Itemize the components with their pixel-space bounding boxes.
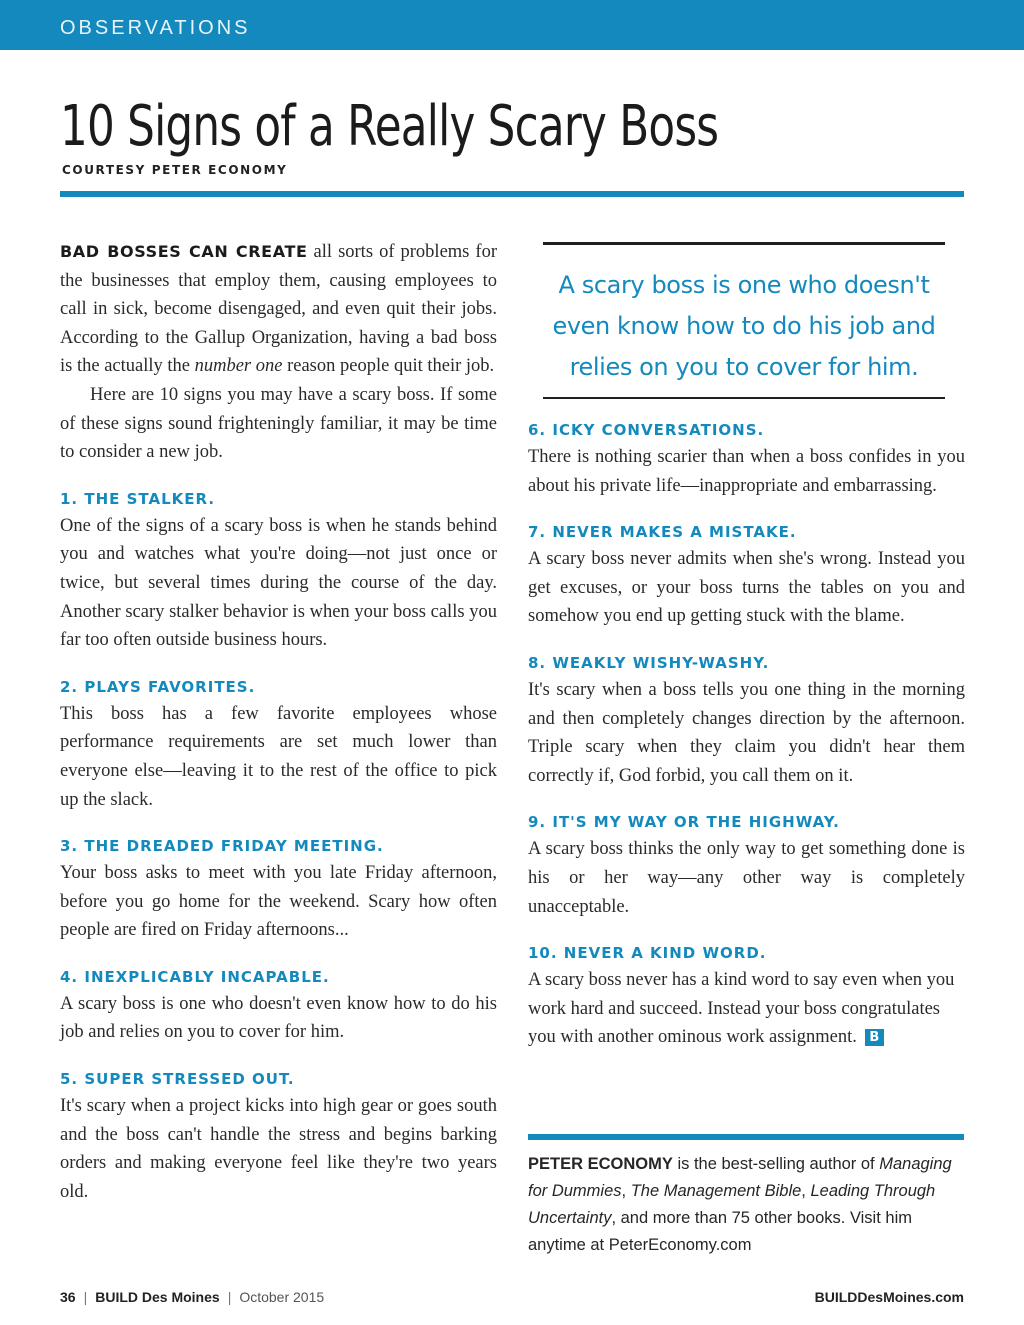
page-footer bbox=[60, 1289, 324, 1305]
sign-2-heading: 2. PLAYS FAVORITES. bbox=[60, 677, 256, 696]
issue-date: October 2015 bbox=[239, 1289, 325, 1305]
intro-lead: BAD BOSSES CAN CREATE bbox=[60, 242, 308, 261]
author-name: PETER ECONOMY bbox=[528, 1155, 673, 1173]
footer-separator: | bbox=[227, 1289, 232, 1305]
sign-2-body: This boss has a few favorite employees whose performance requirements are set much lower than everyone else—leaving it to the rest of the office to pick up the slack. bbox=[60, 703, 497, 810]
sign-8-body: It's scary when a boss tells you one thing in the morning and then completely changes direction by the afternoon. Triple scary when they claim you didn't hear them correctly if, God forbid, you call them on it. bbox=[528, 679, 965, 786]
section-label: OBSERVATIONS bbox=[60, 17, 251, 39]
article-title: 10 Signs of a Really Scary Boss bbox=[60, 94, 719, 159]
page-number: 36 bbox=[60, 1289, 76, 1305]
sign-9-body: A scary boss thinks the only way to get something done is his or her way—any other way is completely unacceptable. bbox=[528, 839, 965, 917]
section-banner bbox=[0, 0, 1024, 50]
website-url: BUILDDesMoines.com bbox=[814, 1289, 964, 1305]
magazine-name: BUILD Des Moines bbox=[95, 1289, 220, 1305]
left-column bbox=[60, 238, 497, 1206]
bio-book-1: Managing for Dummies bbox=[528, 1155, 952, 1200]
bio-text-2: , bbox=[621, 1182, 631, 1200]
intro-paragraph-2: Here are 10 signs you may have a scary boss. If some of these signs sound frighteningly familiar, it may be time to consider a new job. bbox=[60, 384, 497, 463]
sign-5-body: It's scary when a project kicks into high gear or goes south and the boss can't handle the stress and begins barking orders and making everyone feel like they're two years old. bbox=[60, 1096, 497, 1202]
intro-emphasis: number one bbox=[194, 356, 283, 377]
bio-text-4: , and more than 75 other books. Visit him anytime at PeterEconomy.com bbox=[528, 1209, 912, 1254]
sign-10-heading: 10. NEVER A KIND WORD. bbox=[528, 944, 767, 963]
footer-separator: | bbox=[83, 1289, 88, 1305]
sign-4-body: A scary boss is one who doesn't even know how to do his job and relies on you to cover for him. bbox=[60, 993, 497, 1043]
sign-3-body: Your boss asks to meet with you late Friday afternoon, before you go home for the weekend. Scary how often people are fired on Friday afternoons... bbox=[60, 863, 497, 941]
sign-6-body: There is nothing scarier than when a boss confides in you about his private life—inappropriate and embarrassing. bbox=[528, 447, 965, 496]
article-credit: COURTESY PETER ECONOMY bbox=[62, 163, 288, 177]
sign-5-heading: 5. SUPER STRESSED OUT. bbox=[60, 1070, 295, 1089]
sign-3-heading: 3. THE DREADED FRIDAY MEETING. bbox=[60, 837, 384, 856]
bio-book-3: Leading Through Uncertainty bbox=[528, 1182, 936, 1227]
sign-10-body: A scary boss never has a kind word to say even when you work hard and succeed. Instead your boss congratulates you with another ominous work assignment. bbox=[528, 970, 955, 1048]
build-logo-icon: B bbox=[865, 1029, 884, 1046]
author-bio bbox=[528, 1151, 964, 1259]
intro-text-2: reason people quit their job. bbox=[282, 356, 495, 377]
sign-9-heading: 9. IT'S MY WAY OR THE HIGHWAY. bbox=[528, 813, 840, 832]
sign-10-paragraph bbox=[528, 966, 965, 1052]
sign-8-heading: 8. WEAKLY WISHY-WASHY. bbox=[528, 653, 770, 672]
sign-1-body: One of the signs of a scary boss is when he stands behind you and watches what you're doing—not just once or twice, but several times during the course of the day. Another scary stalker behavior is when your boss calls you far too often outside business hours. bbox=[60, 515, 497, 651]
sign-4-heading: 4. INEXPLICABLY INCAPABLE. bbox=[60, 967, 330, 986]
pull-quote bbox=[543, 242, 945, 399]
title-divider bbox=[60, 191, 964, 197]
sign-1-heading: 1. THE STALKER. bbox=[60, 489, 216, 508]
intro-paragraph bbox=[60, 238, 497, 381]
pull-quote-text: A scary boss is one who doesn't even know how to do his job and relies on you to cover for him. bbox=[552, 271, 936, 381]
bio-text-1: is the best-selling author of bbox=[672, 1155, 880, 1173]
bio-book-2: The Management Bible bbox=[630, 1182, 802, 1200]
right-column bbox=[528, 416, 965, 1052]
bio-text-3: , bbox=[801, 1182, 811, 1200]
sign-7-heading: 7. NEVER MAKES A MISTAKE. bbox=[528, 523, 797, 542]
bio-divider bbox=[528, 1134, 964, 1140]
sign-6-heading: 6. ICKY CONVERSATIONS. bbox=[528, 421, 765, 439]
sign-7-body: A scary boss never admits when she's wrong. Instead you get excuses, or your boss turns the tables on you and somehow you end up getting stuck with the blame. bbox=[528, 549, 965, 627]
intro-text-1: all sorts of problems for the businesses that employ them, causing employees to call in sick, become disengaged, and even quit their jobs. According to the Gallup Organization, having a bad boss is the actually the bbox=[60, 242, 497, 377]
